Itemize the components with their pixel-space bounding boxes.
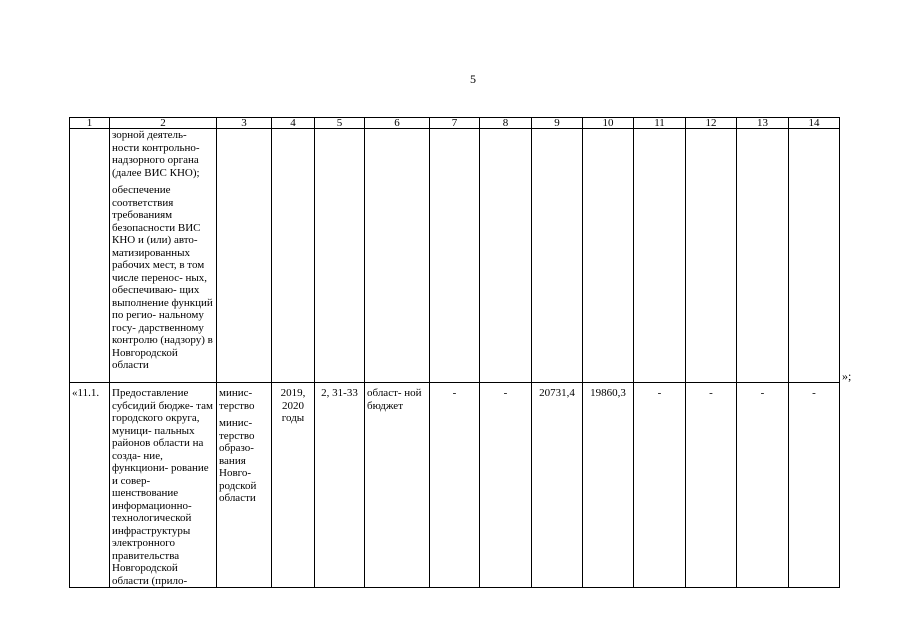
empty-cell xyxy=(789,129,840,383)
empty-cell xyxy=(430,129,480,383)
description-cell: Предоставление субсидий бюдже- там городского округа, муници- пальных районов области на созда- ние, функциони- рование и совер- шенствование информационно- технологической инфраструктуры электронного правительства Новгородской области (прило- xyxy=(110,383,217,588)
column-number-cell: 10 xyxy=(583,118,634,129)
column-number-cell: 11 xyxy=(634,118,686,129)
value-cell-9: 20731,4 xyxy=(532,383,583,588)
column-number-cell: 14 xyxy=(789,118,840,129)
empty-cell xyxy=(272,129,315,383)
column-number-cell: 13 xyxy=(737,118,789,129)
empty-cell xyxy=(70,129,110,383)
value-cell-10: 19860,3 xyxy=(583,383,634,588)
source-cell: област- ной бюджет xyxy=(365,383,430,588)
column-number-cell: 9 xyxy=(532,118,583,129)
empty-cell xyxy=(737,129,789,383)
column-number-cell: 2 xyxy=(110,118,217,129)
closing-quote: »; xyxy=(842,369,852,383)
row-number-cell: «11.1. xyxy=(70,383,110,588)
empty-cell xyxy=(315,129,365,383)
empty-cell xyxy=(217,129,272,383)
column-number-cell: 7 xyxy=(430,118,480,129)
page-number: 5 xyxy=(470,72,476,86)
value-cell-12: - xyxy=(686,383,737,588)
column-number-cell: 4 xyxy=(272,118,315,129)
table-row-11-1 xyxy=(70,383,840,588)
column-number-cell: 6 xyxy=(365,118,430,129)
column-number-cell: 12 xyxy=(686,118,737,129)
column-number-cell: 1 xyxy=(70,118,110,129)
period-cell: 2019, 2020 годы xyxy=(272,383,315,588)
value-cell-13: - xyxy=(737,383,789,588)
value-cell-8: - xyxy=(480,383,532,588)
column-number-cell: 3 xyxy=(217,118,272,129)
column-number-cell: 8 xyxy=(480,118,532,129)
value-cell-11: - xyxy=(634,383,686,588)
executor-text: минис- терство образо- вания Новго- родской области xyxy=(219,417,257,504)
program-table xyxy=(69,117,840,588)
empty-cell xyxy=(583,129,634,383)
executor-text: минис- терство xyxy=(219,387,255,412)
value-cell-14: - xyxy=(789,383,840,588)
empty-cell xyxy=(365,129,430,383)
empty-cell xyxy=(686,129,737,383)
empty-cell xyxy=(532,129,583,383)
executor-cell xyxy=(217,383,272,588)
description-paragraph: зорной деятель- ности контрольно- надзорного органа (далее ВИС КНО); xyxy=(112,129,200,179)
empty-cell xyxy=(634,129,686,383)
description-paragraph: обеспечение соответствия требованиям безопасности ВИС КНО и (или) авто- матизированных рабочих мест, в том числе перенос- ных, обеспечиваю- щих выполнение функций по регио- нальному госу- дарственному контролю (надзору) в Новгородской области xyxy=(112,184,213,371)
column-number-row xyxy=(70,118,840,129)
table-row-continued xyxy=(70,129,840,383)
column-number-cell: 5 xyxy=(315,118,365,129)
targets-cell: 2, 31-33 xyxy=(315,383,365,588)
description-cell xyxy=(110,129,217,383)
value-cell-7: - xyxy=(430,383,480,588)
empty-cell xyxy=(480,129,532,383)
